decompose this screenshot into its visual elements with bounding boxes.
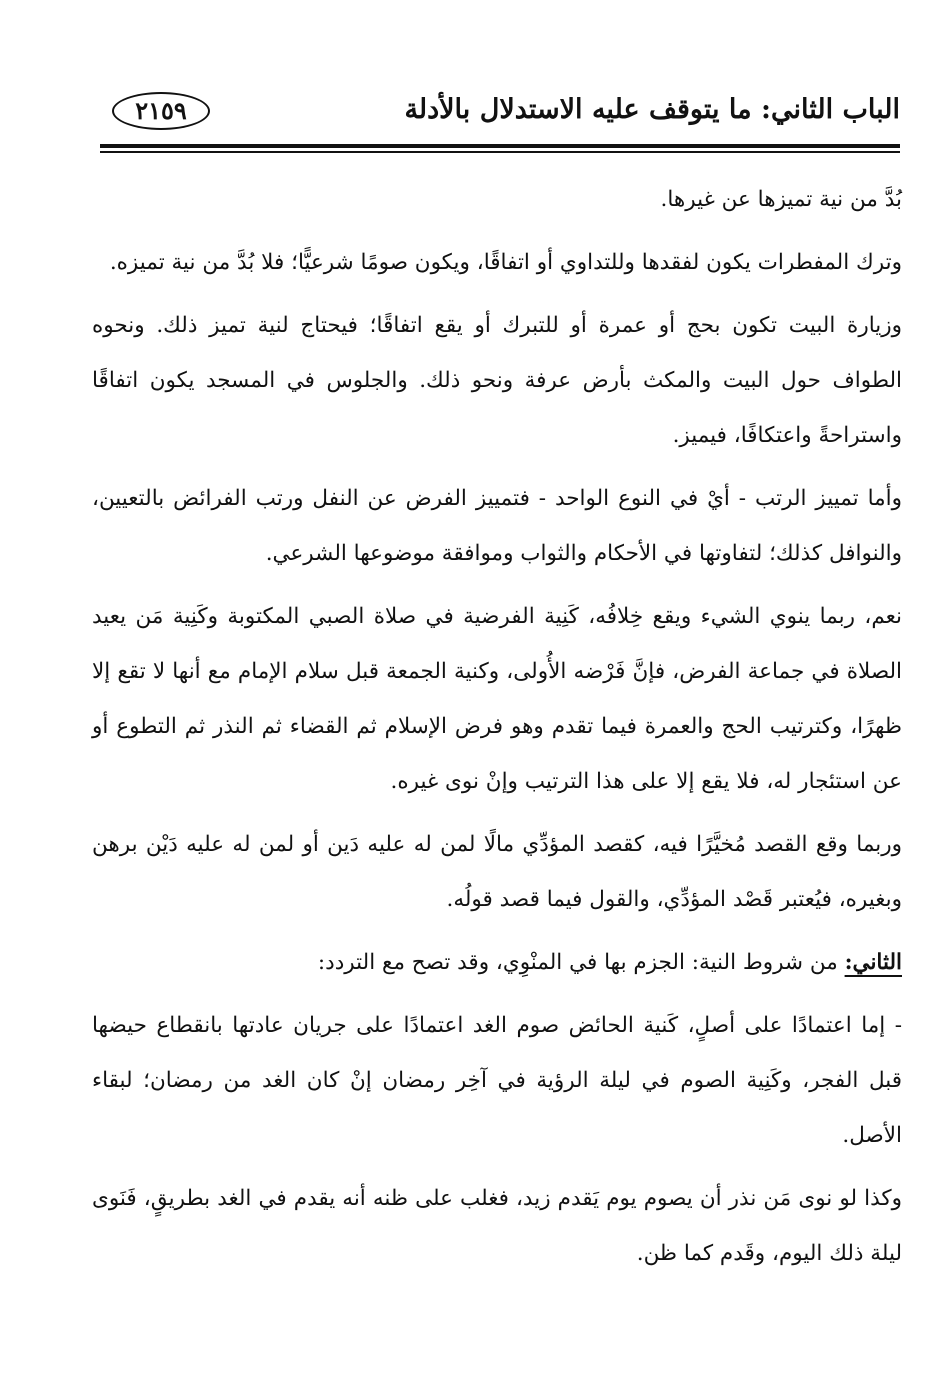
paragraph: بُدَّ من نية تميزها عن غيرها. xyxy=(660,187,902,212)
paragraph: وزيارة البيت تكون بحج أو عمرة أو للتبرك أو يقع اتفاقًا؛ فيحتاج لنية تميز ذلك. ونحوه الطواف حول البيت والمكث بأرض عرفة ونحو ذلك. والجلوس في المسجد يكون اتفاقًا واستراحةً واعتكافًا، فيميز. xyxy=(92,313,902,448)
page-number: ٢١٥٩ xyxy=(112,92,210,130)
paragraph xyxy=(92,935,902,990)
paragraph: وأما تمييز الرتب - أيْ في النوع الواحد - فتمييز الفرض عن النفل ورتب الفرائض بالتعيين، والنوافل كذلك؛ لتفاوتها في الأحكام والثواب وموافقة موضوعها الشرعي. xyxy=(92,486,902,566)
body-text xyxy=(92,172,902,1289)
header-rule-thin xyxy=(100,151,900,153)
page-header xyxy=(100,88,900,140)
paragraph: نعم، ربما ينوي الشيء ويقع خِلافُه، كَنِية الفرضية في صلاة الصبي المكتوبة وكَنِية مَن يعيد الصلاة في جماعة الفرض، فإنَّ فَرْضه الأُولى، وكنية الجمعة قبل سلام الإمام مع أنها لا تقع إلا ظهرًا، وكترتيب الحج والعمرة فيما تقدم وهو فرض الإسلام ثم القضاء ثم النذر ثم التطوع أو عن استئجار له، فلا يقع إلا على هذا الترتيب وإنْ نوى غيره. xyxy=(92,604,902,794)
running-title: الباب الثاني: ما يتوقف عليه الاستدلال بالأدلة xyxy=(404,94,900,125)
paragraph: وكذا لو نوى مَن نذر أن يصوم يوم يَقدم زيد، فغلب على ظنه أنه يقدم في الغد بطريقٍ، فَنَوى ليلة ذلك اليوم، وقَدم كما ظن. xyxy=(92,1186,902,1266)
header-rule-thick xyxy=(100,144,900,148)
paragraph: وربما وقع القصد مُخيَّرًا فيه، كقصد المؤدِّي مالًا لمن له عليه دَين أو لمن له عليه دَيْن برهن وبغيره، فيُعتبر قَصْد المؤدِّي، والقول فيما قصد قولُه. xyxy=(92,832,902,912)
section-lead: الثاني: xyxy=(844,950,902,975)
paragraph: وترك المفطرات يكون لفقدها وللتداوي أو اتفاقًا، ويكون صومًا شرعيًّا؛ فلا بُدَّ من نية تميزه. xyxy=(109,250,902,275)
paragraph: - إما اعتمادًا على أصلٍ، كَنية الحائض صوم الغد اعتمادًا على جريان عادتها بانقطاع حيضها قبل الفجر، وكَنِية الصوم في ليلة الرؤية في آخِر رمضان إنْ كان الغد من رمضان؛ لبقاء الأصل. xyxy=(92,1013,902,1148)
paragraph-text: من شروط النية: الجزم بها في المنْوِي، وقد تصح مع التردد: xyxy=(317,950,845,975)
